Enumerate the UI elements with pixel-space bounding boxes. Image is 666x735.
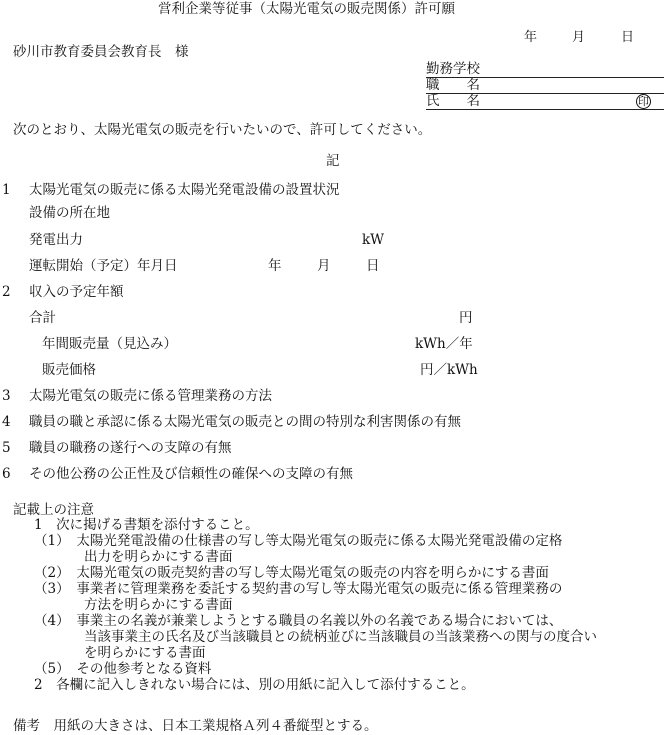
item3-text: 太陽光電気の販売に係る管理業務の方法: [29, 388, 272, 404]
note-1-sub2: （2） 太陽光電気の販売契約書の写し等太陽光電気の販売の内容を明らかにする書面: [34, 565, 549, 581]
remarks: 備考 用紙の大きさは、日本工業規格Ａ列４番縦型とする。: [13, 718, 378, 734]
item1-text: 太陽光電気の販売に係る太陽光発電設備の設置状況: [29, 182, 340, 198]
ki-heading: 記: [326, 153, 340, 169]
date-day: 日: [621, 30, 635, 45]
location-label: 設備の所在地: [29, 205, 110, 221]
addressee: 砂川市教育委員会教育長 様: [13, 44, 189, 60]
start-label: 運転開始（予定）年月日: [29, 258, 178, 274]
note-1-sub4-line1: （4） 事業主の名義が兼業しようとする職員の名義以外の名義である場合においては、: [34, 613, 563, 629]
output-unit: kW: [362, 232, 385, 248]
item1-number: 1: [2, 182, 11, 198]
note-1: 1 次に掲げる書類を添付すること。: [34, 517, 259, 533]
price-unit: 円／kWh: [420, 362, 478, 378]
item6-number: 6: [2, 466, 11, 482]
note-1-sub4-line3: を明らかにする書面: [84, 645, 206, 661]
item4-text: 職員の職と承認に係る太陽光電気の販売との間の特別な利害関係の有無: [29, 414, 461, 430]
document-title: 営利企業等従事（太陽光電気の販売関係）許可願: [158, 1, 455, 17]
note-1-sub1-line1: （1） 太陽光発電設備の仕様書の写し等太陽光電気の販売に係る太陽光発電設備の定格: [34, 533, 563, 549]
item3-number: 3: [2, 388, 11, 404]
start-month: 月: [317, 258, 331, 274]
note-1-sub3-line2: 方法を明らかにする書面: [84, 597, 233, 613]
notes-heading: 記載上の注意: [13, 502, 94, 518]
total-label: 合計: [29, 310, 56, 326]
intro-text: 次のとおり、太陽光電気の販売を行いたいので、許可してください。: [13, 122, 432, 138]
item5-number: 5: [2, 440, 11, 456]
note-1-sub1-line2: 出力を明らかにする書面: [84, 549, 233, 565]
name-field-line: [426, 109, 664, 110]
position-label: 職 名: [426, 77, 480, 93]
price-label: 販売価格: [42, 362, 96, 378]
volume-unit: kWh／年: [415, 336, 473, 352]
note-1-sub5: （5） その他参考となる資料: [34, 661, 212, 677]
item4-number: 4: [2, 414, 11, 430]
volume-label: 年間販売量（見込み）: [42, 336, 177, 352]
date-month: 月: [572, 30, 586, 45]
note-1-sub3-line1: （3） 事業者に管理業務を委託する契約書の写し等太陽光電気の販売に係る管理業務の: [34, 581, 563, 597]
item5-text: 職員の職務の遂行への支障の有無: [29, 440, 232, 456]
start-day: 日: [366, 258, 380, 274]
date-year: 年: [524, 30, 538, 45]
name-label: 氏 名: [426, 93, 480, 109]
note-2: 2 各欄に記入しきれない場合には、別の用紙に記入して添付すること。: [34, 677, 475, 693]
item6-text: その他公務の公正性及び信頼性の確保への支障の有無: [29, 466, 353, 482]
seal-mark: 印: [638, 95, 649, 108]
item2-number: 2: [2, 284, 11, 300]
output-label: 発電出力: [29, 232, 83, 248]
item2-text: 収入の予定年額: [29, 284, 124, 300]
school-label: 勤務学校: [426, 61, 480, 77]
note-1-sub4-line2: 当該事業主の氏名及び当該職員との続柄並びに当該職員の当該業務への関与の度合い: [84, 629, 597, 645]
total-unit: 円: [459, 310, 473, 326]
start-year: 年: [268, 258, 282, 274]
